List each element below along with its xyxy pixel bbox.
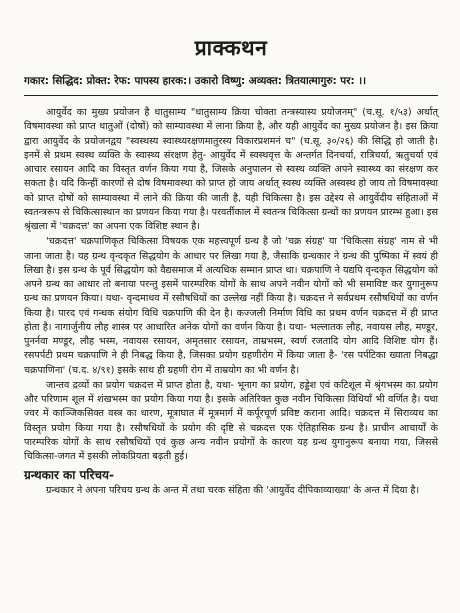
paragraph-2: 'चक्रदत्त' चक्रपाणिकृत चिकित्सा विषयक एक महत्त्वपूर्ण ग्रन्थ है जो 'चक्र संग्रह' या 'चिकित्सा संग्रह' नाम से भी जाना जाता है। यह ग्रन्थ वृन्दकृत सिद्धयोग के आधार पर लिखा गया है, जैसाकि ग्रन्थकार ने ग्रन्थ की पुष्पिका में स्वयं ही लिखा है। इस ग्रन्थ के पूर्व सिद्धयोग को वैद्यसमाज में अत्यधिक सम्मान प्राप्त था। चक्रपाणि ने यद्यपि वृन्दकृत सिद्धयोग को अपने ग्रन्थ का आधार तो बनाया परन्तु इसमें पारम्परिक योगों के साथ अपने नवीन योगों को भी समाविष्ट कर युगानुरूप ग्रन्थ का प्रणयन किया। यथा- वृन्दमाधव में रसौषधियों का उल्लेख नहीं किया है। चक्रदत्त ने सर्वप्रथम रसौषधियों का वर्णन किया है। पारद एवं गन्धक संयोग विधि चक्रपाणि की देन है। कज्जली निर्माण विधि का प्रथम वर्णन चक्रदत्त में ही प्राप्त होता है। नागार्जुनीय लौह शास्त्र पर आधारित अनेक योगों का वर्णन किया है। यथा- भल्लातक लौह, नवायस लौह, मण्डूर, पुनर्नवा मण्डूर, लौह भस्म, नवायस रसायन, अमृतसार रसायन, ताम्रभस्म, स्वर्ण रजतादि योग आदि विशिष्ट योग हैं। रसपर्पटी प्रथम चक्रपाणि ने ही निबद्ध किया है, जिसका प्रयोग ग्रहणीरोग में किया जाता है- 'रस पर्पटिका ख्याता निबद्धा चक्रपाणिना' (च.द. ४/९१) इसके साथ ही ग्रहणी रोग में ताम्रयोग का भी वर्णन है। bbox=[24, 236, 438, 376]
paragraph-4: ग्रन्थकार ने अपना परिचय ग्रन्थ के अन्त में तथा चरक संहिता की 'आयुर्वेद दीपिकाव्याख्या' के अन्त में दिया है। bbox=[46, 485, 420, 497]
paragraph-1: आयुर्वेद का मुख्य प्रयोजन है धातुसाम्य "धातुसाम्य क्रिया चोक्ता तन्त्रस्यास्य प्रयोजनम्" (च.सू. १/५३) अर्थात् विषमावस्था को प्राप्त धातुओं (दोषों) को साम्यावस्था में लाना क्रिया है, और यही आयुर्वेद का मुख्य प्रयोजन है। इस क्रिया द्वारा आयुर्वेद के प्रयोजनद्वय "स्वस्थस्य स्वास्थ्यरक्षणमातुरस्य विकारप्रशमनं च" (च.सू. ३०/२६) की सिद्धि हो जाती है। इनमें से प्रथम स्वस्थ व्यक्ति के स्वास्थ्य संरक्षण हेतु- आयुर्वेद में स्वस्थवृत्त के अन्तर्गत दिनचर्या, रात्रिचर्या, ऋतुचर्या एवं आचार रसायन आदि का विस्तृत वर्णन किया गया है, जिसके अनुपालन से स्वस्थ व्यक्ति अपने स्वास्थ्य का संरक्षण कर सकता है। यदि किन्हीं कारणों से दोष विषमावस्था को प्राप्त हो जाय अर्थात् स्वस्थ व्यक्ति अस्वस्थ हो जाय तो विषमावस्था को प्राप्त दोषों को साम्यावस्था में लाने की क्रिया की जाती है, यही चिकित्सा है। इस उद्देश्य से आयुर्वेदीय संहिताओं में स्वतन्त्ररूप से चिकित्सास्थान का प्रणयन किया गया है। परवर्तीकाल में स्वतन्त्र चिकित्सा ग्रन्थों का प्रणयन प्रारम्भ हुआ। इस श्रृंखला में 'चक्रदत्त' का अपना एक विशिष्ट स्थान है। bbox=[24, 107, 438, 232]
paragraph-3: जान्तव द्रव्यों का प्रयोग चक्रदत्त में प्राप्त होता है, यथा- भूनाग का प्रयोग, हड्डेश एवं कटिशूल में श्रृंगभस्म का प्रयोग और परिणाम शूल में शंखभस्म का प्रयोग किया गया है। इसके अतिरिक्त कुछ नवीन चिकित्सा विधियाँ भी वर्णित है। यथा ज्वर में काञ्जिकसिक्त वस्त्र का धारण, मूत्राघात में मूत्रमार्ग में कर्पूरचूर्ण प्रविष्ट कराना आदि। चक्रदत्त में सिराव्यध का विस्तृत प्रयोग किया गया है। रसौषधियों के प्रयोग की दृष्टि से चक्रदत्त एक ऐतिहासिक ग्रन्थ है। प्राचीन आचार्यों के पारम्परिक योगों के साथ रसौषधियों एवं कुछ अन्य नवीन प्रयोगों के कारण यह ग्रन्थ युगानुरूप बनाया गया, जिससे चिकित्सा-जगत में इसकी लोकप्रियता बढ़ती हुई। bbox=[24, 379, 438, 462]
invocation-verse: गकार: सिद्धिद: प्रोक्त: रेफ: पापस्य हारक:। उकारो विष्णु: अव्यक्त: त्रितयात्मागुरु: पर: ।। bbox=[24, 74, 438, 96]
page-title: प्राक्कथन bbox=[194, 36, 268, 60]
section-heading: ग्रन्थकार का परिचय- bbox=[24, 468, 114, 483]
